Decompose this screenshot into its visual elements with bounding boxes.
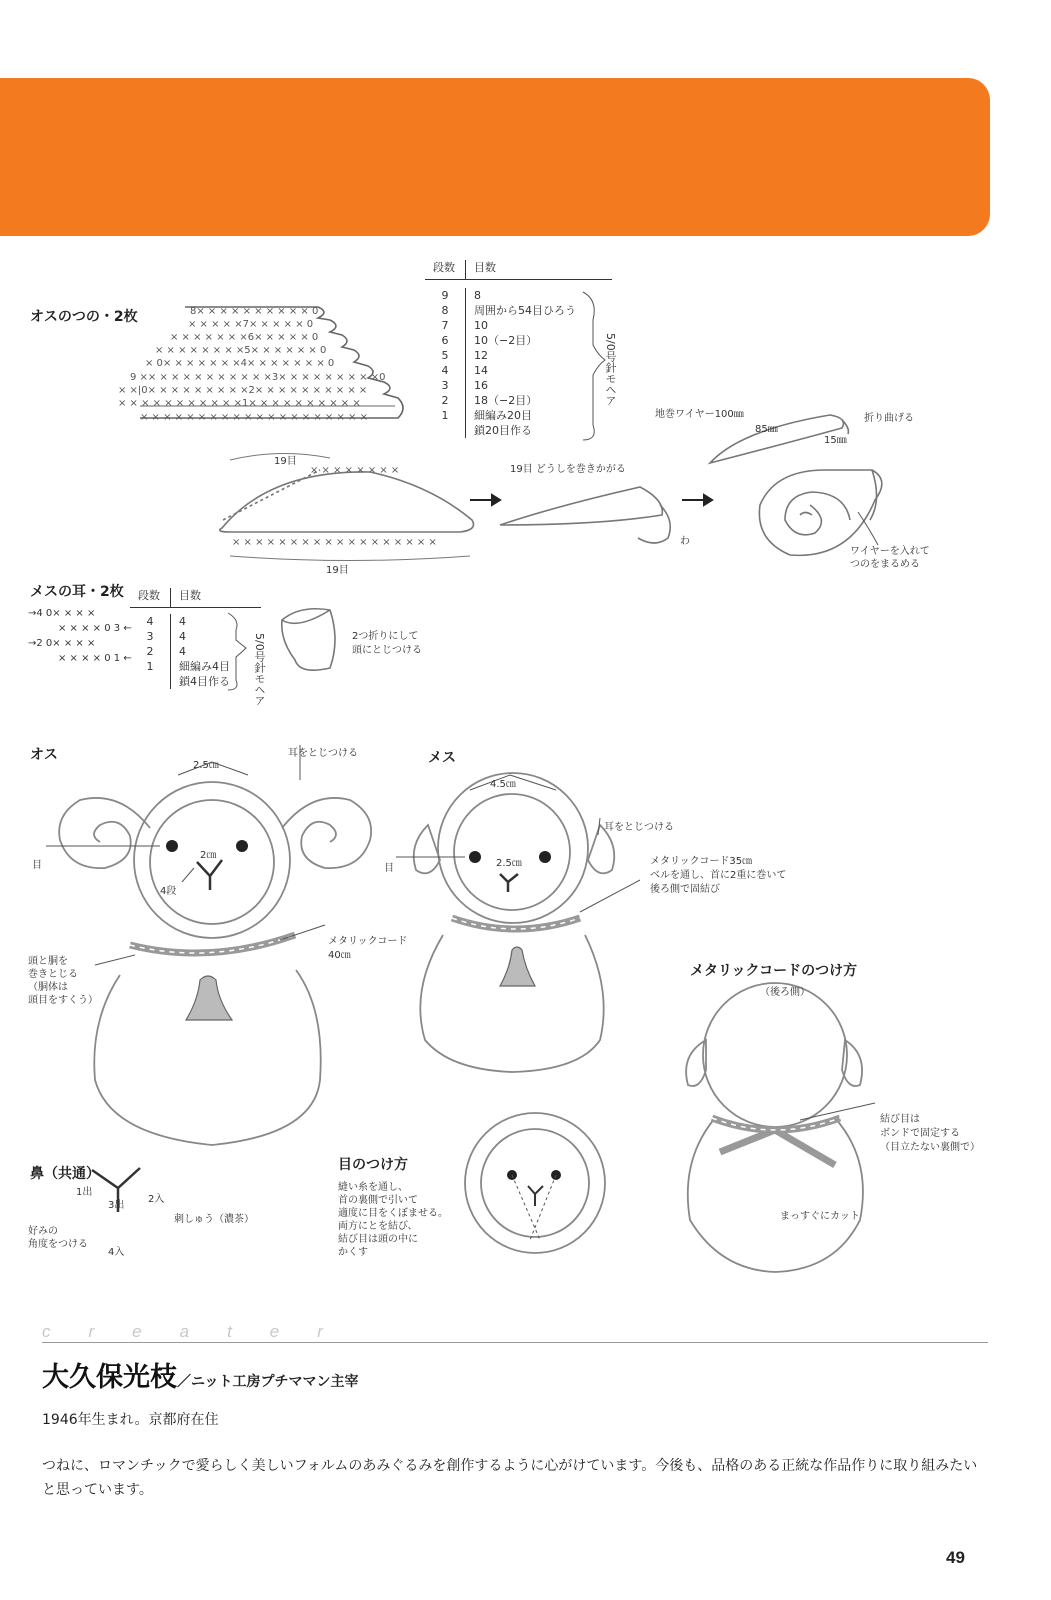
wire-fold: 折り曲げる xyxy=(864,413,914,424)
female-ear-attach: 耳をとじつける xyxy=(604,822,674,833)
wire-note: ワイヤーを入れて つのをまるめる xyxy=(850,546,930,570)
svg-text:× ×|0× × × × × × × × ×2× × × ×: × ×|0× × × × × × × × ×2× × × × × × × × × × xyxy=(118,385,368,396)
table-row: 3 16 xyxy=(425,378,612,393)
cord-attach-title: メタリックコードのつけ方 xyxy=(690,963,858,979)
table-row: 2 4 xyxy=(130,644,261,659)
nose-embroidery: 刺しゅう（濃茶） xyxy=(174,1214,254,1225)
male-dim-2: 2㎝ xyxy=(200,850,217,861)
nose-p1: 1出 xyxy=(76,1187,93,1198)
female-cord: メタリックコード35㎝ ベルを通し、首に2重に巻いて 後ろ側で固結び xyxy=(650,856,787,895)
svg-text:9 ×× × × × × × × × × × ×3× × ×: 9 ×× × × × × × × × × × ×3× × × × × × × × ×0 xyxy=(130,372,386,383)
cord-knot-note: 結び目は ボンドで固定する （目立たない裏側で） xyxy=(880,1114,980,1153)
nose-p2: 2入 xyxy=(148,1194,165,1205)
ear-table xyxy=(130,588,261,689)
ear-col-stitches: 目数 xyxy=(171,588,262,608)
table-row: 4 14 xyxy=(425,363,612,378)
male-head-body: 頭と胴を 巻きとじる （胴体は 頭目をすくう） xyxy=(28,956,98,1006)
svg-text:× × × × × × × × × × × × × × ×: × × × × × × × × × × × × × × × × × × × × xyxy=(140,412,368,423)
male-dim-25: 2.5㎝ xyxy=(193,760,219,771)
nose-title: 鼻（共通） xyxy=(30,1166,100,1182)
table-row: 鎖20目作る xyxy=(425,423,612,438)
table-row: 4 4 xyxy=(130,614,261,629)
male-row4: 4段 xyxy=(160,886,177,897)
svg-text:× × × × × × × × × × ×1× × × ×: × × × × × × × × × × ×1× × × × × × × × × × xyxy=(118,398,361,409)
ear-chart-r3: × × × × 0 3 ← xyxy=(58,623,132,634)
table-row: 8 周囲から54目ひろう xyxy=(425,303,612,318)
nose-p3: 3出 xyxy=(108,1200,125,1211)
table-row: 9 8 xyxy=(425,288,612,303)
ear-needle-note: 5/0号針モヘア xyxy=(253,633,266,706)
table-row: 1 細編み4目 xyxy=(130,659,261,674)
male-cord: メタリックコード 40㎝ xyxy=(328,936,408,961)
wire-15: 15㎜ xyxy=(824,435,847,446)
ear-title: メスの耳・2枚 xyxy=(30,584,124,600)
horn-step2: 19目 どうしを巻きかがる xyxy=(510,464,626,475)
horn-needle-note: 5/0号針モヘア xyxy=(604,333,617,406)
nose-p4: 4入 xyxy=(108,1247,125,1258)
table-row: 2 18（−2目） xyxy=(425,393,612,408)
svg-text:× × × × × × × × × × × × × × ×: × × × × × × × × × × × × × × × × × × xyxy=(232,537,437,548)
ear-col-rows: 段数 xyxy=(130,588,171,608)
male-ear-attach: 耳をとじつける xyxy=(288,748,358,759)
female-title: メス xyxy=(428,750,456,766)
ear-chart-r1: × × × × 0 1 ← xyxy=(58,653,132,664)
wire-85: 85㎜ xyxy=(755,424,778,435)
horn-step1-top: 19目 xyxy=(274,456,297,467)
horn-title: オスのつの・2枚 xyxy=(30,309,138,325)
table-row: 5 12 xyxy=(425,348,612,363)
ear-chart-r2: →2 0× × × × xyxy=(28,638,96,649)
svg-text:× × × × × × × ×5× × × × × × 0: × × × × × × × ×5× × × × × × 0 xyxy=(155,345,327,356)
page-number: 49 xyxy=(946,1548,965,1567)
cord-cut-note: まっすぐにカット xyxy=(780,1211,860,1222)
creator-bio: つねに、ロマンチックで愛らしく美しいフォルムのあみぐるみを創作するように心がけています。今後も、品格のある正統な作品作りに取り組みたいと思っています。 xyxy=(42,1458,978,1498)
horn-table xyxy=(425,260,612,438)
svg-text:× × × × × × ×6× × × × × 0: × × × × × × ×6× × × × × 0 xyxy=(170,332,319,343)
cord-attach-subtitle: （後ろ側） xyxy=(760,987,810,998)
creator-born: 1946年生まれ。京都府在住 xyxy=(42,1412,219,1428)
creator-heading xyxy=(42,1355,358,1394)
svg-text:× 0× × × × × × ×4× × × × × × ×: × 0× × × × × × ×4× × × × × × × 0 xyxy=(145,358,335,369)
creator-divider xyxy=(42,1342,988,1343)
ear-note: 2つ折りにして 頭にとじつける xyxy=(352,631,422,656)
female-dim-25: 2.5㎝ xyxy=(496,858,522,869)
wire-label: 地巻ワイヤー100㎜ xyxy=(655,409,744,420)
horn-col-rows: 段数 xyxy=(425,260,466,280)
svg-text:8× × × × × × × × × × 0: 8× × × × × × × × × × 0 xyxy=(190,306,319,317)
male-title: オス xyxy=(30,747,58,763)
horn-step1-bottom: 19目 xyxy=(326,565,349,576)
creator-role: ／ニット工房プチママン主宰 xyxy=(177,1374,359,1390)
ear-chart-r4: →4 0× × × × xyxy=(28,608,96,619)
eyes-note: 縫い糸を通し、 首の裏側で引いて 適度に目をくぼませる。 両方にとを結び、 結び目は頭の中に かくす xyxy=(338,1182,448,1258)
female-eye: 目 xyxy=(384,863,394,874)
eyes-title: 目のつけ方 xyxy=(338,1157,408,1173)
horn-step2-wa: わ xyxy=(680,536,690,547)
table-row: 6 10（−2目） xyxy=(425,333,612,348)
svg-text:× × × × ×7× × × × × 0: × × × × ×7× × × × × 0 xyxy=(188,319,314,330)
female-dim-45: 4.5㎝ xyxy=(490,779,516,790)
table-row: 鎖4目作る xyxy=(130,674,261,689)
table-row: 1 細編み20目 xyxy=(425,408,612,423)
svg-text:× × × × × × × ×: × × × × × × × × xyxy=(310,465,400,476)
nose-angle: 好みの 角度をつける xyxy=(28,1226,88,1250)
male-eye: 目 xyxy=(32,860,42,871)
horn-col-stitches: 目数 xyxy=(466,260,613,280)
creator-name: 大久保光枝 xyxy=(42,1362,177,1393)
table-row: 7 10 xyxy=(425,318,612,333)
creator-label: creater xyxy=(42,1322,361,1341)
table-row: 3 4 xyxy=(130,629,261,644)
